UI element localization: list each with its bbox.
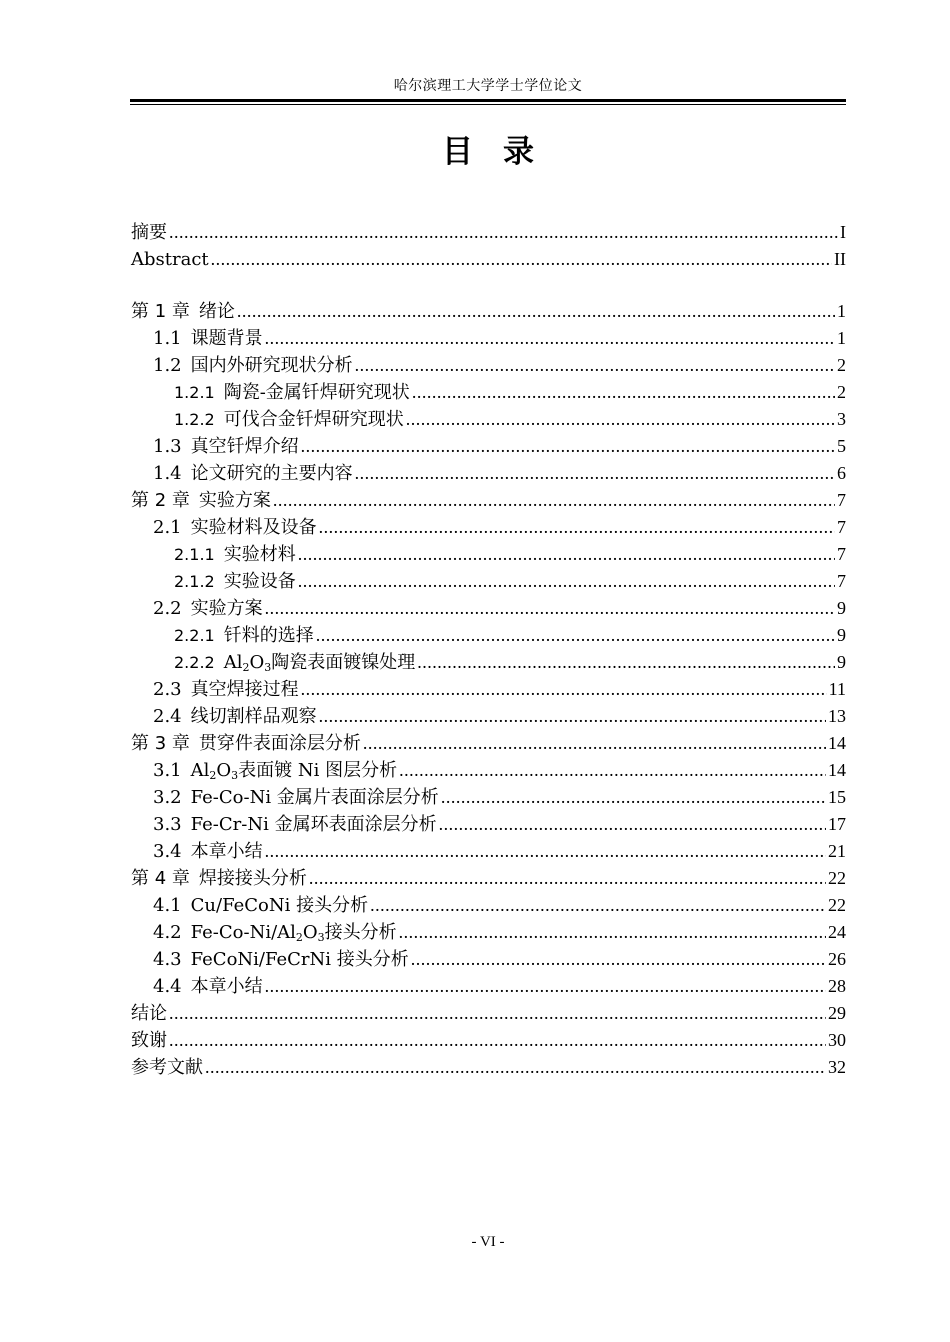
toc-leader (273, 487, 835, 514)
toc-section-number: 2.3 (153, 679, 182, 700)
toc-entry-title: Abstract (131, 249, 209, 270)
toc-chapter-number: 第 2 章 (131, 490, 190, 511)
toc-chapter-number: 第 4 章 (131, 868, 190, 889)
toc-title (130, 128, 846, 176)
title-text: 接头分析 (324, 922, 397, 943)
toc-entry-2-2-1[interactable] (131, 622, 846, 649)
title-text: Al (223, 652, 243, 673)
toc-entry-chapter-3[interactable] (131, 730, 846, 757)
header-rule-thick (130, 99, 846, 102)
toc-entry-4-1[interactable] (131, 892, 846, 919)
toc-entry-page: 26 (828, 949, 846, 969)
title-text: 陶瓷表面镀镍处理 (271, 652, 416, 673)
toc-leader (417, 649, 835, 676)
page-header: 哈尔滨理工大学学士学位论文 (393, 78, 583, 94)
toc-leader (399, 757, 826, 784)
toc-entry-1-1[interactable] (131, 325, 846, 352)
toc-section-number: 3.1 (153, 760, 182, 781)
toc-entry-page: 11 (828, 679, 846, 699)
toc-leader (319, 703, 826, 730)
title-text: O (302, 922, 318, 943)
toc-chapter-number: 第 1 章 (131, 301, 190, 322)
toc-entry-title: 国内外研究现状分析 (190, 355, 353, 376)
toc-entry-4-4[interactable] (131, 973, 846, 1000)
toc-leader (211, 246, 832, 273)
toc-entry-1-2[interactable] (131, 352, 846, 379)
toc-entry-page: 1 (837, 328, 846, 348)
toc-entry-page: 2 (837, 355, 846, 375)
toc-entry-title: Fe-Cr-Ni 金属环表面涂层分析 (190, 814, 437, 835)
subscript: 3 (264, 661, 272, 674)
toc-section-number: 1.2 (153, 355, 182, 376)
toc-leader (370, 892, 826, 919)
toc-entry-page: 13 (828, 706, 846, 726)
toc-section-number: 4.4 (153, 976, 182, 997)
toc-entry-acknowledgement[interactable] (131, 1027, 846, 1054)
toc-entry-title: 课题背景 (190, 328, 263, 349)
toc-section-number: 2.4 (153, 706, 182, 727)
toc-leader (399, 919, 826, 946)
subscript: 2 (242, 661, 250, 674)
toc-entry-2-2[interactable] (131, 595, 846, 622)
toc-entry-page: 22 (828, 895, 846, 915)
toc-entry-2-1[interactable] (131, 514, 846, 541)
toc-section-number: 4.1 (153, 895, 182, 916)
toc-leader (355, 460, 835, 487)
toc-entry-abstract-cn[interactable] (131, 219, 846, 246)
toc-entry-page: 5 (837, 436, 846, 456)
toc-leader (411, 946, 826, 973)
toc-entry-title: 贯穿件表面涂层分析 (198, 733, 361, 754)
table-of-contents (131, 219, 846, 1081)
title-text: Al (190, 760, 210, 781)
subscript: 2 (295, 931, 303, 944)
toc-leader (298, 541, 835, 568)
toc-entry-1-3[interactable] (131, 433, 846, 460)
toc-entry-1-4[interactable] (131, 460, 846, 487)
toc-section-number: 3.2 (153, 787, 182, 808)
toc-section-number: 1.4 (153, 463, 182, 484)
toc-leader (301, 433, 835, 460)
toc-entry-title: 参考文献 (131, 1057, 203, 1078)
toc-leader (319, 514, 835, 541)
toc-entry-4-3[interactable] (131, 946, 846, 973)
toc-entry-2-1-2[interactable] (131, 568, 846, 595)
toc-entry-page: 28 (828, 976, 846, 996)
toc-entry-title: 钎料的选择 (223, 625, 314, 646)
toc-entry-page: 29 (828, 1003, 846, 1023)
toc-leader (205, 1054, 826, 1081)
toc-leader (316, 622, 835, 649)
toc-entry-title: 真空焊接过程 (190, 679, 299, 700)
toc-subsection-number: 1.2.1 (174, 383, 215, 402)
toc-leader (265, 595, 835, 622)
toc-entry-page: 1 (837, 301, 846, 321)
toc-section-number: 1.1 (153, 328, 182, 349)
toc-entry-page: 9 (837, 625, 846, 645)
toc-entry-title (191, 757, 397, 784)
toc-entry-chapter-4[interactable] (131, 865, 846, 892)
title-text: O (216, 760, 232, 781)
toc-entry-page: II (834, 249, 846, 269)
toc-entry-page: 7 (837, 517, 846, 537)
toc-entry-page: 22 (828, 868, 846, 888)
toc-entry-2-2-2[interactable] (131, 649, 846, 676)
subscript: 3 (317, 931, 325, 944)
toc-entry-title: 论文研究的主要内容 (190, 463, 353, 484)
toc-entry-page: 2 (837, 382, 846, 402)
toc-section-number: 3.4 (153, 841, 182, 862)
toc-entry-title: 实验方案 (198, 490, 271, 511)
toc-leader (355, 352, 835, 379)
toc-entry-chapter-2[interactable] (131, 487, 846, 514)
toc-entry-page: 9 (837, 598, 846, 618)
toc-subsection-number: 2.1.1 (174, 545, 215, 564)
toc-entry-3-1[interactable] (131, 757, 846, 784)
toc-entry-page: 6 (837, 463, 846, 483)
toc-title-part1: 目 (442, 134, 473, 170)
toc-leader (309, 865, 826, 892)
toc-entry-title: 致谢 (131, 1030, 167, 1051)
toc-leader (298, 568, 835, 595)
header-rule-thin (130, 104, 846, 105)
toc-entry-page: 30 (828, 1030, 846, 1050)
toc-entry-title: 绪论 (198, 301, 235, 322)
toc-leader (169, 219, 838, 246)
toc-entry-page: 9 (837, 652, 846, 672)
toc-entry-title: 实验材料及设备 (190, 517, 317, 538)
toc-entry-page: 32 (828, 1057, 846, 1077)
toc-entry-1-2-1[interactable] (131, 379, 846, 406)
toc-entry-title: 结论 (131, 1003, 167, 1024)
toc-title-part2: 录 (503, 134, 534, 170)
toc-entry-title: 本章小结 (190, 841, 263, 862)
toc-entry-page: 14 (828, 760, 846, 780)
toc-entry-page: 7 (837, 544, 846, 564)
toc-entry-page: 21 (828, 841, 846, 861)
toc-leader (265, 838, 826, 865)
toc-entry-3-4[interactable] (131, 838, 846, 865)
toc-entry-title: Cu/FeCoNi 接头分析 (190, 895, 369, 916)
toc-entry-page: 15 (828, 787, 846, 807)
toc-entry-abstract-en[interactable] (131, 246, 846, 273)
toc-entry-3-2[interactable] (131, 784, 846, 811)
toc-entry-title: 实验材料 (223, 544, 296, 565)
toc-leader (265, 325, 835, 352)
toc-section-number: 3.3 (153, 814, 182, 835)
toc-entry-3-3[interactable] (131, 811, 846, 838)
toc-section-number: 2.1 (153, 517, 182, 538)
toc-subsection-number: 2.1.2 (174, 572, 215, 591)
toc-entry-2-4[interactable] (131, 703, 846, 730)
toc-entry-title: Fe-Co-Ni 金属片表面涂层分析 (190, 787, 439, 808)
toc-entry-title: 焊接接头分析 (198, 868, 307, 889)
toc-entry-2-3[interactable] (131, 676, 846, 703)
toc-leader (169, 1027, 826, 1054)
toc-chapter-number: 第 3 章 (131, 733, 190, 754)
toc-entry-title: 真空钎焊介绍 (190, 436, 299, 457)
subscript: 3 (231, 769, 239, 782)
toc-entry-1-2-2[interactable] (131, 406, 846, 433)
toc-entry-title (224, 649, 416, 676)
toc-leader (406, 406, 835, 433)
toc-entry-title: 线切割样品观察 (190, 706, 317, 727)
toc-entry-title: 实验设备 (223, 571, 296, 592)
toc-entry-page: I (840, 222, 846, 242)
toc-entry-page: 3 (837, 409, 846, 429)
toc-leader (363, 730, 826, 757)
toc-entry-title: 本章小结 (190, 976, 263, 997)
toc-subsection-number: 2.2.1 (174, 626, 215, 645)
toc-entry-references[interactable] (131, 1054, 846, 1081)
title-text: 表面镀 Ni 图层分析 (238, 760, 398, 781)
toc-leader (169, 1000, 826, 1027)
toc-entry-title: 实验方案 (190, 598, 263, 619)
title-text: O (249, 652, 265, 673)
toc-subsection-number: 2.2.2 (174, 653, 215, 672)
toc-entry-title (191, 919, 397, 946)
toc-leader (441, 784, 826, 811)
toc-entry-page: 17 (828, 814, 846, 834)
toc-entry-title: 陶瓷-金属钎焊研究现状 (223, 382, 410, 403)
toc-subsection-number: 1.2.2 (174, 410, 215, 429)
toc-entry-4-2[interactable] (131, 919, 846, 946)
toc-entry-conclusion[interactable] (131, 1000, 846, 1027)
toc-leader (301, 676, 827, 703)
page-number: - VI - (471, 1234, 505, 1250)
toc-entry-page: 14 (828, 733, 846, 753)
toc-section-number: 2.2 (153, 598, 182, 619)
toc-entry-page: 7 (837, 490, 846, 510)
toc-entry-page: 24 (828, 922, 846, 942)
toc-entry-title: 可伐合金钎焊研究现状 (223, 409, 404, 430)
toc-entry-title: FeCoNi/FeCrNi 接头分析 (190, 949, 409, 970)
toc-section-number: 1.3 (153, 436, 182, 457)
toc-entry-title: 摘要 (131, 222, 167, 243)
toc-section-number: 4.2 (153, 922, 182, 943)
toc-entry-page: 7 (837, 571, 846, 591)
toc-leader (439, 811, 826, 838)
title-text: Fe-Co-Ni/Al (190, 922, 296, 943)
toc-leader (237, 298, 835, 325)
subscript: 2 (209, 769, 217, 782)
toc-section-number: 4.3 (153, 949, 182, 970)
toc-leader (265, 973, 826, 1000)
toc-entry-2-1-1[interactable] (131, 541, 846, 568)
toc-leader (412, 379, 835, 406)
toc-entry-chapter-1[interactable] (131, 298, 846, 325)
